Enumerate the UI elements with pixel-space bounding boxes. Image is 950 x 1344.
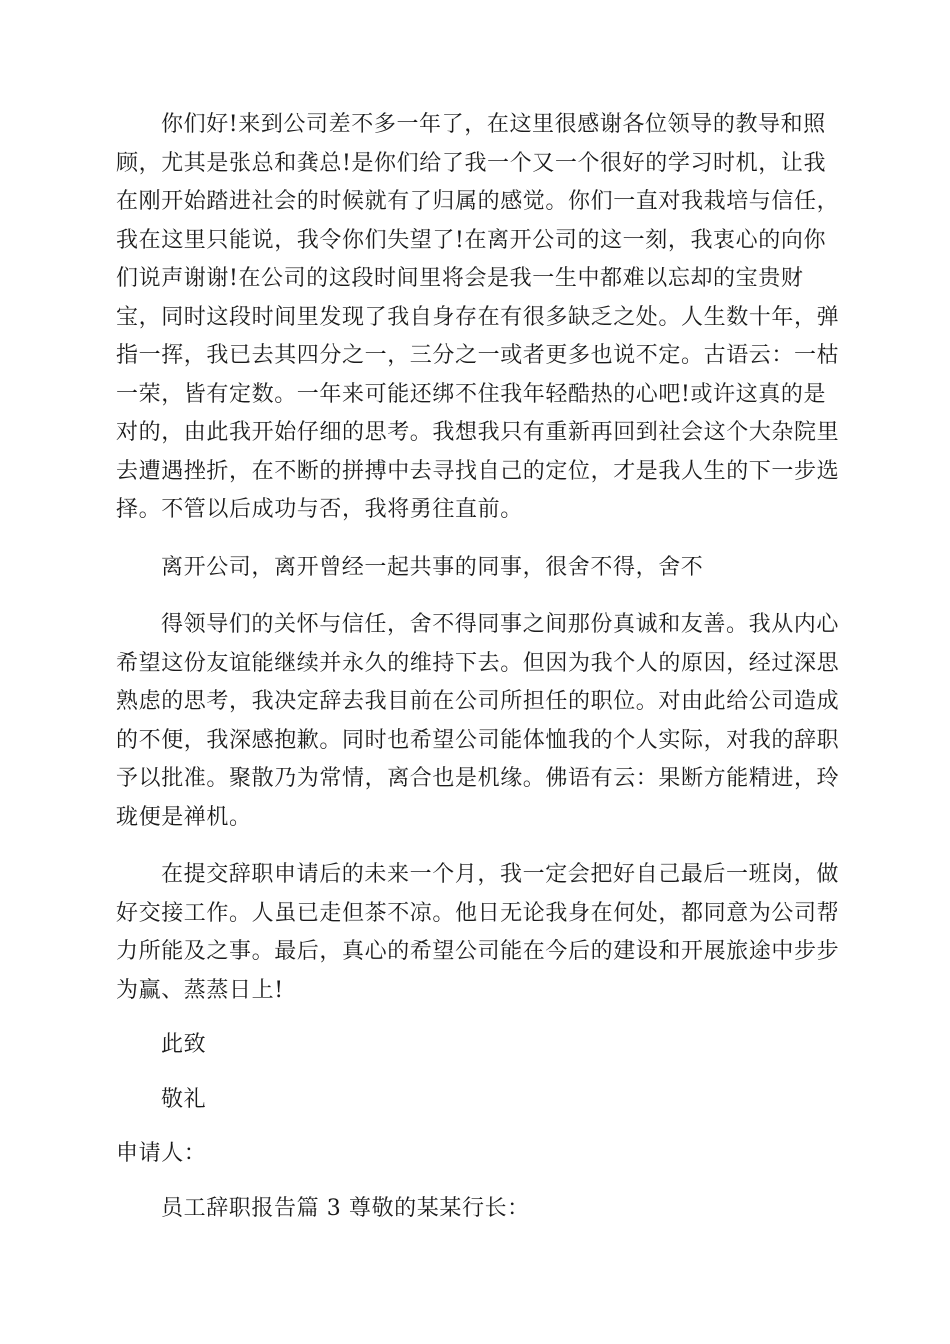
text-line: 离开公司，离开曾经一起共事的同事，很舍不得，舍不 <box>161 554 704 580</box>
closing-salutation: 此致 <box>161 1032 207 1057</box>
text-line: 我在这里只能说，我令你们失望了!在离开公司的这一刻，我衷心的向你 <box>116 227 827 253</box>
paragraph-1 <box>116 106 840 530</box>
paragraph-2 <box>116 549 828 588</box>
text-line: 在提交辞职申请后的未来一个月，我一定会把好自己最后一班岗，做 <box>161 862 840 887</box>
text-line: 为赢、蒸蒸日上! <box>116 977 284 1003</box>
text-line: 的不便，我深感抱歉。同时也希望公司能体恤我的个人实际，对我的辞职 <box>116 727 840 753</box>
text-line: 力所能及之事。最后，真心的希望公司能在今后的建设和开展旅途中步步 <box>116 939 840 964</box>
text-line: 去遭遇挫折，在不断的拼搏中去寻找自己的定位，才是我人生的下一步选 <box>116 458 840 484</box>
next-section-heading: 员工辞职报告篇 3 尊敬的某某行长： <box>161 1195 530 1221</box>
text-line: 择。不管以后成功与否，我将勇往直前。 <box>116 497 523 522</box>
text-line: 予以批准。聚散乃为常情，离合也是机缘。佛语有云：果断方能精进，玲 <box>116 766 840 791</box>
text-line: 顾，尤其是张总和龚总!是你们给了我一个又一个很好的学习时机，让我 <box>116 150 827 176</box>
text-line: 对的，由此我开始仔细的思考。我想我只有重新再回到社会这个大杂院里 <box>116 420 840 445</box>
text-line: 得领导们的关怀与信任，舍不得同事之间那份真诚和友善。我从内心 <box>161 612 840 637</box>
paragraph-3 <box>116 606 840 837</box>
text-line: 好交接工作。人虽已走但茶不凉。他日无论我身在何处，都同意为公司帮 <box>116 900 840 926</box>
text-line: 熟虑的思考，我决定辞去我目前在公司所担任的职位。对由此给公司造成 <box>116 689 840 714</box>
text-line: 你们好!来到公司差不多一年了，在这里很感谢各位领导的教导和照 <box>161 112 826 137</box>
text-line: 一荣，皆有定数。一年来可能还绑不住我年轻酷热的心吧!或许这真的是 <box>116 381 827 407</box>
text-line: 宝，同时这段时间里发现了我自身存在有很多缺乏之处。人生数十年，弹 <box>116 304 840 330</box>
applicant-label: 申请人： <box>116 1141 207 1166</box>
document-page <box>116 106 840 1228</box>
closing-regards: 敬礼 <box>161 1086 207 1112</box>
text-line: 指一挥，我已去其四分之一，三分之一或者更多也说不定。古语云：一枯 <box>116 343 840 368</box>
text-line: 珑便是禅机。 <box>116 804 252 830</box>
paragraph-4 <box>116 856 840 1010</box>
text-line: 希望这份友谊能继续并永久的维持下去。但因为我个人的原因，经过深思 <box>116 650 840 676</box>
text-line: 们说声谢谢!在公司的这段时间里将会是我一生中都难以忘却的宝贵财 <box>116 266 804 291</box>
text-line: 在刚开始踏进社会的时候就有了归属的感觉。你们一直对我栽培与信任， <box>116 189 840 214</box>
